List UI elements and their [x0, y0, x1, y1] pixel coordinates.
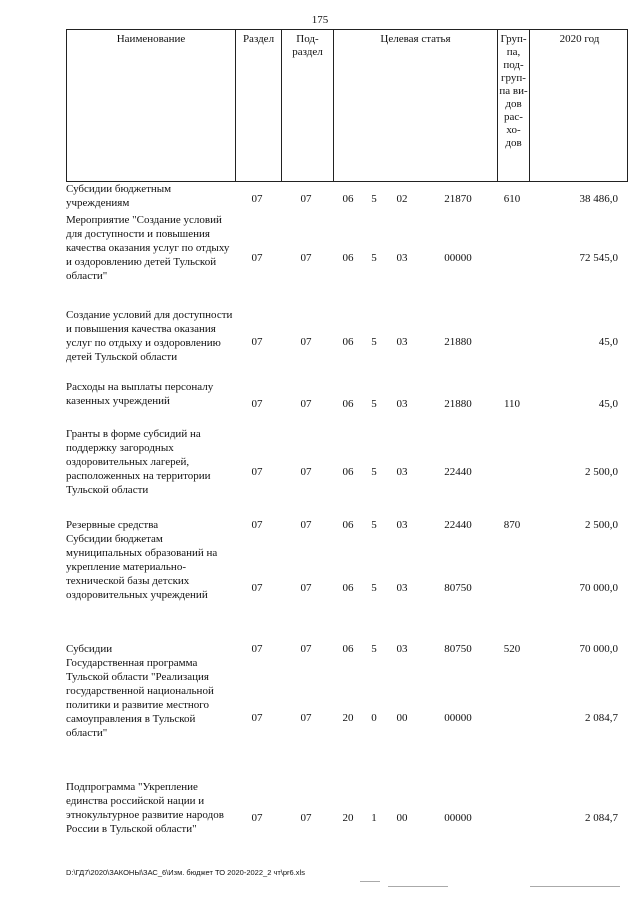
cell-c3: 03 — [396, 466, 408, 478]
cell-c3: 00 — [396, 712, 408, 724]
cell-c3: 02 — [396, 193, 408, 205]
cell-sum: 2 500,0 — [585, 466, 618, 478]
row-name: Подпрограмма "Укрепление единства российской нации и этнокультурное развитие народов России в Тульской области" — [66, 781, 224, 835]
cell-c2: 5 — [371, 643, 377, 655]
header-year: 2020 год — [529, 30, 629, 181]
cell-sum: 45,0 — [598, 398, 618, 410]
cell-c2: 5 — [371, 519, 377, 531]
row-name: Субсидии бюджетам муниципальных образований на укрепление материально-технической базы детских оздоровительных учреждений — [66, 533, 218, 601]
row-name: Гранты в форме субсидий на поддержку загородных оздоровительных лагерей, расположенных на территории Тульской области — [66, 428, 211, 496]
row-name: Резервные средства — [66, 519, 159, 531]
cell-c4: 00000 — [444, 812, 472, 824]
cell-c1: 20 — [342, 712, 354, 724]
cell-razdel: 07 — [251, 466, 263, 478]
cell-razdel: 07 — [251, 712, 263, 724]
row-name: Расходы на выплаты персоналу казенных учреждений — [66, 381, 214, 407]
cell-sum: 38 486,0 — [579, 193, 618, 205]
cell-sum: 2 084,7 — [585, 712, 618, 724]
cell-c3: 03 — [396, 336, 408, 348]
cell-c4: 22440 — [444, 466, 472, 478]
cell-podrazdel: 07 — [300, 712, 312, 724]
cell-podrazdel: 07 — [300, 519, 312, 531]
header-celevaya: Целевая статья — [333, 30, 497, 181]
cell-vid: 610 — [503, 193, 521, 205]
header-razdel: Раздел — [235, 30, 281, 181]
cell-c4: 80750 — [444, 582, 472, 594]
cell-c4: 21880 — [444, 398, 472, 410]
cell-c1: 06 — [342, 193, 354, 205]
cell-sum: 70 000,0 — [579, 582, 618, 594]
header-gruppa: Груп- па, под- груп- па ви- дов рас- хо- дов — [497, 30, 529, 181]
cell-razdel: 07 — [251, 398, 263, 410]
cell-c4: 00000 — [444, 712, 472, 724]
cell-vid: 520 — [503, 643, 521, 655]
cell-c1: 20 — [342, 812, 354, 824]
cell-c1: 06 — [342, 252, 354, 264]
cell-c2: 5 — [371, 398, 377, 410]
cell-sum: 45,0 — [598, 336, 618, 348]
cell-c3: 03 — [396, 398, 408, 410]
cell-c4: 80750 — [444, 643, 472, 655]
file-path-footer: D:\ГД7\2020\ЗАКОНЫ\ЗАС_6\Изм. бюджет ТО 2020-2022_2 чт\pr6.xls — [66, 868, 305, 877]
scan-mark — [388, 886, 448, 887]
scan-mark — [360, 881, 380, 882]
cell-razdel: 07 — [251, 252, 263, 264]
cell-razdel: 07 — [251, 519, 263, 531]
row-name: Создание условий для доступности и повышения качества оказания услуг по отдыху и оздоровлению детей Тульской области — [66, 309, 233, 363]
cell-c2: 1 — [371, 812, 377, 824]
cell-razdel: 07 — [251, 812, 263, 824]
row-name: Субсидии — [66, 643, 113, 655]
cell-c4: 21880 — [444, 336, 472, 348]
cell-c2: 5 — [371, 466, 377, 478]
row-name: Субсидии бюджетным учреждениям — [66, 183, 172, 209]
cell-sum: 2 084,7 — [585, 812, 618, 824]
cell-sum: 70 000,0 — [579, 643, 618, 655]
cell-podrazdel: 07 — [300, 582, 312, 594]
cell-podrazdel: 07 — [300, 398, 312, 410]
cell-sum: 72 545,0 — [579, 252, 618, 264]
row-name: Государственная программа Тульской области "Реализация государственной национальной политики и развитие местного самоуправления в Тульской области" — [66, 657, 214, 739]
table-header — [66, 29, 628, 182]
page-number: 175 — [311, 14, 329, 26]
cell-c4: 21870 — [444, 193, 472, 205]
cell-sum: 2 500,0 — [585, 519, 618, 531]
cell-c2: 5 — [371, 252, 377, 264]
row-name: Мероприятие "Создание условий для доступности и повышения качества оказания услуг по отдыху и оздоровлению детей Тульской области" — [66, 214, 230, 282]
cell-c1: 06 — [342, 466, 354, 478]
cell-podrazdel: 07 — [300, 643, 312, 655]
cell-razdel: 07 — [251, 643, 263, 655]
cell-c2: 5 — [371, 582, 377, 594]
cell-c3: 03 — [396, 643, 408, 655]
header-podrazdel: Под- раздел — [281, 30, 333, 181]
cell-podrazdel: 07 — [300, 336, 312, 348]
cell-podrazdel: 07 — [300, 466, 312, 478]
cell-c3: 03 — [396, 519, 408, 531]
cell-razdel: 07 — [251, 582, 263, 594]
cell-podrazdel: 07 — [300, 193, 312, 205]
cell-c2: 0 — [371, 712, 377, 724]
cell-c4: 00000 — [444, 252, 472, 264]
cell-c2: 5 — [371, 193, 377, 205]
cell-razdel: 07 — [251, 193, 263, 205]
cell-c1: 06 — [342, 519, 354, 531]
cell-c4: 22440 — [444, 519, 472, 531]
scan-mark — [530, 886, 620, 887]
cell-razdel: 07 — [251, 336, 263, 348]
cell-c1: 06 — [342, 398, 354, 410]
cell-c1: 06 — [342, 336, 354, 348]
cell-vid: 870 — [503, 519, 521, 531]
cell-c1: 06 — [342, 582, 354, 594]
cell-c1: 06 — [342, 643, 354, 655]
header-name: Наименование — [116, 33, 186, 45]
cell-c2: 5 — [371, 336, 377, 348]
cell-c3: 00 — [396, 812, 408, 824]
cell-vid: 110 — [503, 398, 521, 410]
cell-c3: 03 — [396, 582, 408, 594]
cell-c3: 03 — [396, 252, 408, 264]
cell-podrazdel: 07 — [300, 812, 312, 824]
cell-podrazdel: 07 — [300, 252, 312, 264]
